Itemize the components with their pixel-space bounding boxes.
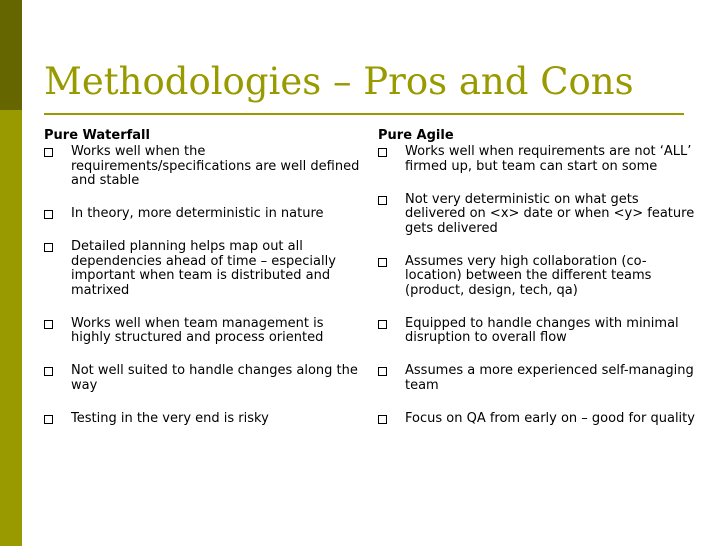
- list-item-text: Testing in the very end is risky: [71, 410, 269, 426]
- slide-title: Methodologies – Pros and Cons: [44, 60, 634, 103]
- waterfall-heading: Pure Waterfall: [44, 128, 150, 143]
- agile-column: [378, 128, 698, 426]
- agile-list: [378, 145, 698, 426]
- list-item: [378, 193, 698, 237]
- square-bullet-icon: [44, 243, 53, 252]
- list-item-text: Assumes a more experienced self-managing team: [405, 363, 694, 393]
- agile-heading: Pure Agile: [378, 128, 454, 143]
- list-item-text: Works well when requirements are not ‘ALL’ firmed up, but team can start on some: [405, 144, 692, 174]
- list-item-text: Assumes very high collaboration (co-location) between the different teams (product, design, tech, qa): [405, 253, 652, 298]
- list-item-text: Equipped to handle changes with minimal disruption to overall flow: [405, 315, 679, 345]
- list-item-text: Not well suited to handle changes along the way: [71, 363, 358, 393]
- list-item: [44, 145, 360, 189]
- square-bullet-icon: [44, 367, 53, 376]
- list-item-text: Focus on QA from early on – good for quality: [405, 410, 695, 426]
- list-item-text: Works well when the requirements/specifications are well defined and stable: [71, 144, 360, 188]
- list-item-text: Detailed planning helps map out all dependencies ahead of time – especially important when team is distributed and matrixed: [71, 239, 336, 298]
- list-item: [378, 364, 698, 393]
- square-bullet-icon: [44, 320, 53, 329]
- square-bullet-icon: [44, 210, 53, 219]
- list-item: [44, 240, 360, 298]
- square-bullet-icon: [378, 320, 387, 329]
- title-divider: [44, 113, 684, 115]
- list-item: [378, 145, 698, 174]
- list-item-text: In theory, more deterministic in nature: [71, 206, 324, 221]
- square-bullet-icon: [44, 148, 53, 157]
- list-item: [378, 255, 698, 299]
- square-bullet-icon: [378, 415, 387, 424]
- square-bullet-icon: [378, 148, 387, 157]
- sidebar-decoration-light: [0, 110, 22, 546]
- list-item: [378, 412, 698, 427]
- waterfall-list: [44, 145, 360, 426]
- square-bullet-icon: [378, 258, 387, 267]
- waterfall-column: [44, 128, 360, 426]
- square-bullet-icon: [44, 415, 53, 424]
- list-item: [378, 317, 698, 346]
- list-item: [44, 364, 360, 393]
- square-bullet-icon: [378, 367, 387, 376]
- list-item-text: Works well when team management is highly structured and process oriented: [71, 315, 324, 345]
- list-item: [44, 207, 360, 222]
- square-bullet-icon: [378, 196, 387, 205]
- list-item-text: Not very deterministic on what gets delivered on <x> date or when <y> feature gets delivered: [405, 191, 695, 236]
- list-item: [44, 317, 360, 346]
- list-item: [44, 412, 360, 427]
